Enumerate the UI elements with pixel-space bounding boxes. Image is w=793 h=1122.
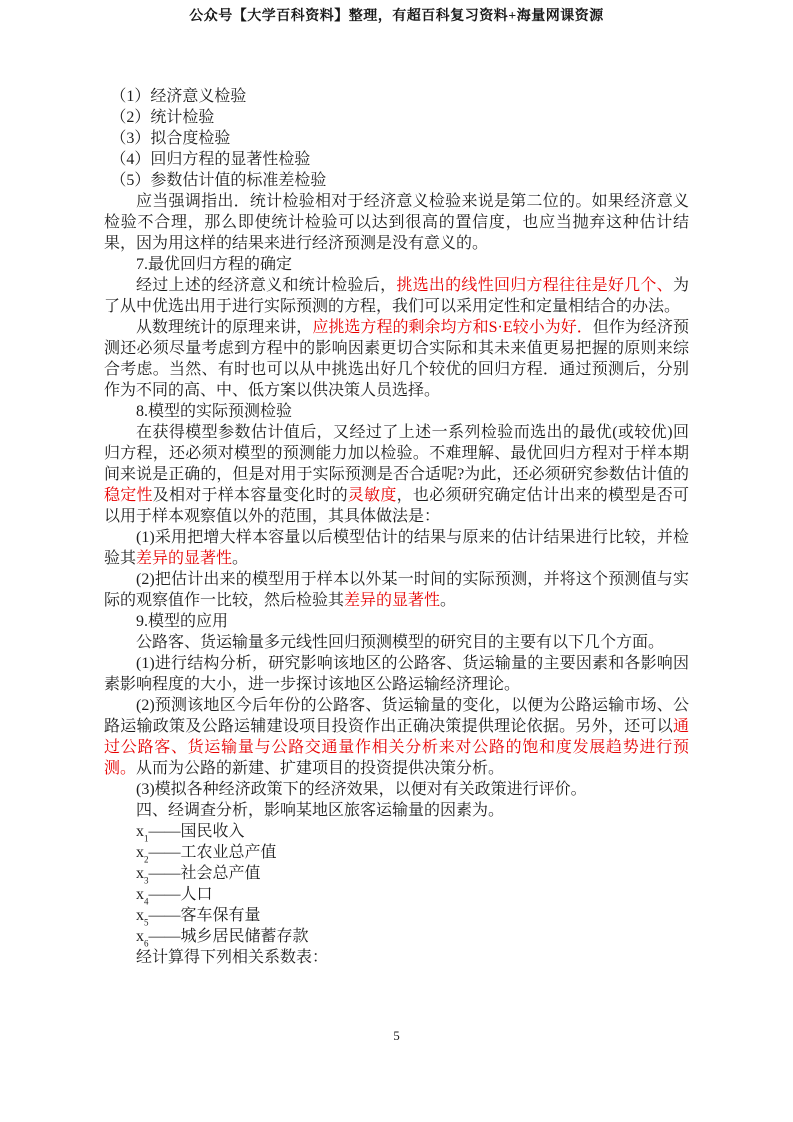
text-segment: (2)预测该地区今后年份的公路客、货运输量的变化，以便为公路运输市场、公路运输政策及公路运辅建设项目投资作出正确决策提供理论依据。另外，还可以 <box>104 697 689 735</box>
variable-definition <box>104 842 689 863</box>
document-body <box>104 86 689 968</box>
paragraph <box>104 191 689 254</box>
page-number: 5 <box>393 1028 400 1043</box>
variable-subscript: 3 <box>144 875 149 886</box>
text-segment: 。 <box>232 550 249 567</box>
paragraph <box>104 275 689 317</box>
section-heading <box>104 611 689 632</box>
text-segment: （4）回归方程的显著性检验 <box>110 151 311 168</box>
variable-label: ——社会总产值 <box>148 865 261 882</box>
text-segment: (1)进行结构分析，研究影响该地区的公路客、货运输量的主要因素和各影响因素影响程度的大小，进一步探讨该地区公路运输经济理论。 <box>104 655 689 693</box>
text-segment: (1)采用把增大样本容量以后模型估计的结果与原来的估计结果进行比较，并检验其 <box>104 529 689 567</box>
paragraph <box>104 947 689 968</box>
variable-definition <box>104 926 689 947</box>
paragraph <box>104 569 689 611</box>
highlighted-text: 灵敏度 <box>347 487 397 504</box>
variable-label: ——国民收入 <box>148 823 245 840</box>
text-segment: 四、经调查分析，影响某地区旅客运输量的因素为。 <box>136 802 505 819</box>
highlighted-text: 稳定性 <box>104 487 153 504</box>
paragraph <box>104 632 689 653</box>
variable-label: ——客车保有量 <box>148 907 261 924</box>
paragraph <box>104 317 689 401</box>
text-segment: （3）拟合度检验 <box>110 130 231 147</box>
text-segment: 8.模型的实际预测检验 <box>136 403 293 420</box>
variable-subscript: 6 <box>144 938 149 949</box>
check-list-item <box>104 128 689 149</box>
paragraph <box>104 653 689 695</box>
section-heading <box>104 254 689 275</box>
text-segment: (2)把估计出来的模型用于样本以外某一时间的实际预测，并将这个预测值与实际的观察值作一比较，然后检验其 <box>104 571 689 609</box>
variable-symbol: x <box>136 823 144 840</box>
text-segment: 应当强调指出．统计检验相对于经济意义检验来说是第二位的。如果经济意义检验不合理，那么即使统计检验可以达到很高的置信度，也应当抛弃这种估计结果，因为用这样的结果来进行经济预测是没有意义的。 <box>104 193 689 252</box>
text-segment: ，也必须研究确定估计出来的模型是否可以用于样本观察值以外的范围，其具体做法是： <box>104 487 689 525</box>
variable-symbol: x <box>136 928 144 945</box>
highlighted-text: 通过公路客、货运输量与公路交通量作相关分析来对公路的饱和度发展趋势进行预测。 <box>104 718 689 777</box>
variable-label: ——人口 <box>148 886 213 903</box>
text-segment: 为了从中优选出用于进行实际预测的方程，我们可以采用定性和定量相结合的办法。 <box>104 277 689 315</box>
variable-subscript: 5 <box>144 917 149 928</box>
paragraph <box>104 695 689 779</box>
variable-symbol: x <box>136 844 144 861</box>
variable-symbol: x <box>136 886 144 903</box>
highlighted-text: 差异的显著性 <box>344 592 441 609</box>
text-segment: 从数理统计的原理来讲， <box>136 319 313 336</box>
highlighted-text: 差异的显著性 <box>136 550 233 567</box>
text-segment: 。 <box>440 592 457 609</box>
text-segment: （1）经济意义检验 <box>110 88 247 105</box>
text-segment: 从而为公路的新建、扩建项目的投资提供决策分析。 <box>136 760 505 777</box>
text-segment: 7.最优回归方程的确定 <box>136 256 293 273</box>
text-segment: 9.模型的应用 <box>136 613 229 630</box>
variable-subscript: 2 <box>144 854 149 865</box>
section-heading <box>104 800 689 821</box>
text-segment: 公路客、货运输量多元线性回归预测模型的研究目的主要有以下几个方面。 <box>136 634 665 651</box>
check-list-item <box>104 86 689 107</box>
text-segment: 经计算得下列相关系数表： <box>136 949 329 966</box>
variable-symbol: x <box>136 865 144 882</box>
check-list-item <box>104 107 689 128</box>
page-header-note: 公众号【大学百科资料】整理，有超百科复习资料+海量网课资源 <box>189 9 604 24</box>
variable-definition <box>104 863 689 884</box>
text-segment: 及相对于样本容量变化时的 <box>152 487 348 504</box>
paragraph <box>104 527 689 569</box>
paragraph <box>104 422 689 527</box>
highlighted-text: 挑选出的线性回归方程往往是好几个、 <box>396 277 673 294</box>
variable-label: ——工农业总产值 <box>148 844 277 861</box>
paragraph <box>104 779 689 800</box>
text-segment: 经过上述的经济意义和统计检验后， <box>136 277 397 294</box>
variable-subscript: 4 <box>144 896 149 907</box>
variable-definition <box>104 884 689 905</box>
check-list-item <box>104 149 689 170</box>
variable-label: ——城乡居民储蓄存款 <box>148 928 309 945</box>
variable-subscript: 1 <box>144 833 149 844</box>
text-segment: （5）参数估计值的标准差检验 <box>110 172 327 189</box>
variable-definition <box>104 905 689 926</box>
text-segment: 但作为经济预测还必须尽量考虑到方程中的影响因素更切合实际和其未来值更易把握的原则来综合考虑。当然、有时也可以从中挑选出好几个较优的回归方程．通过预测后，分别作为不同的高、中、低方案以供决策人员选择。 <box>104 319 689 399</box>
text-segment: （2）统计检验 <box>110 109 215 126</box>
text-segment: (3)模拟各种经济政策下的经济效果，以便对有关政策进行评价。 <box>136 781 587 798</box>
highlighted-text: 应挑选方程的剩余均方和S·E较小为好． <box>312 319 593 336</box>
check-list-item <box>104 170 689 191</box>
variable-definition <box>104 821 689 842</box>
text-segment: 在获得模型参数估计值后，又经过了上述一系列检验而选出的最优(或较优)回归方程，还必须对模型的预测能力加以检验。不难理解、最优回归方程对于样本期间来说是正确的，但是对用于实际预测是否合适呢?为此，还必须研究参数估计值的 <box>104 424 689 483</box>
variable-symbol: x <box>136 907 144 924</box>
section-heading <box>104 401 689 422</box>
